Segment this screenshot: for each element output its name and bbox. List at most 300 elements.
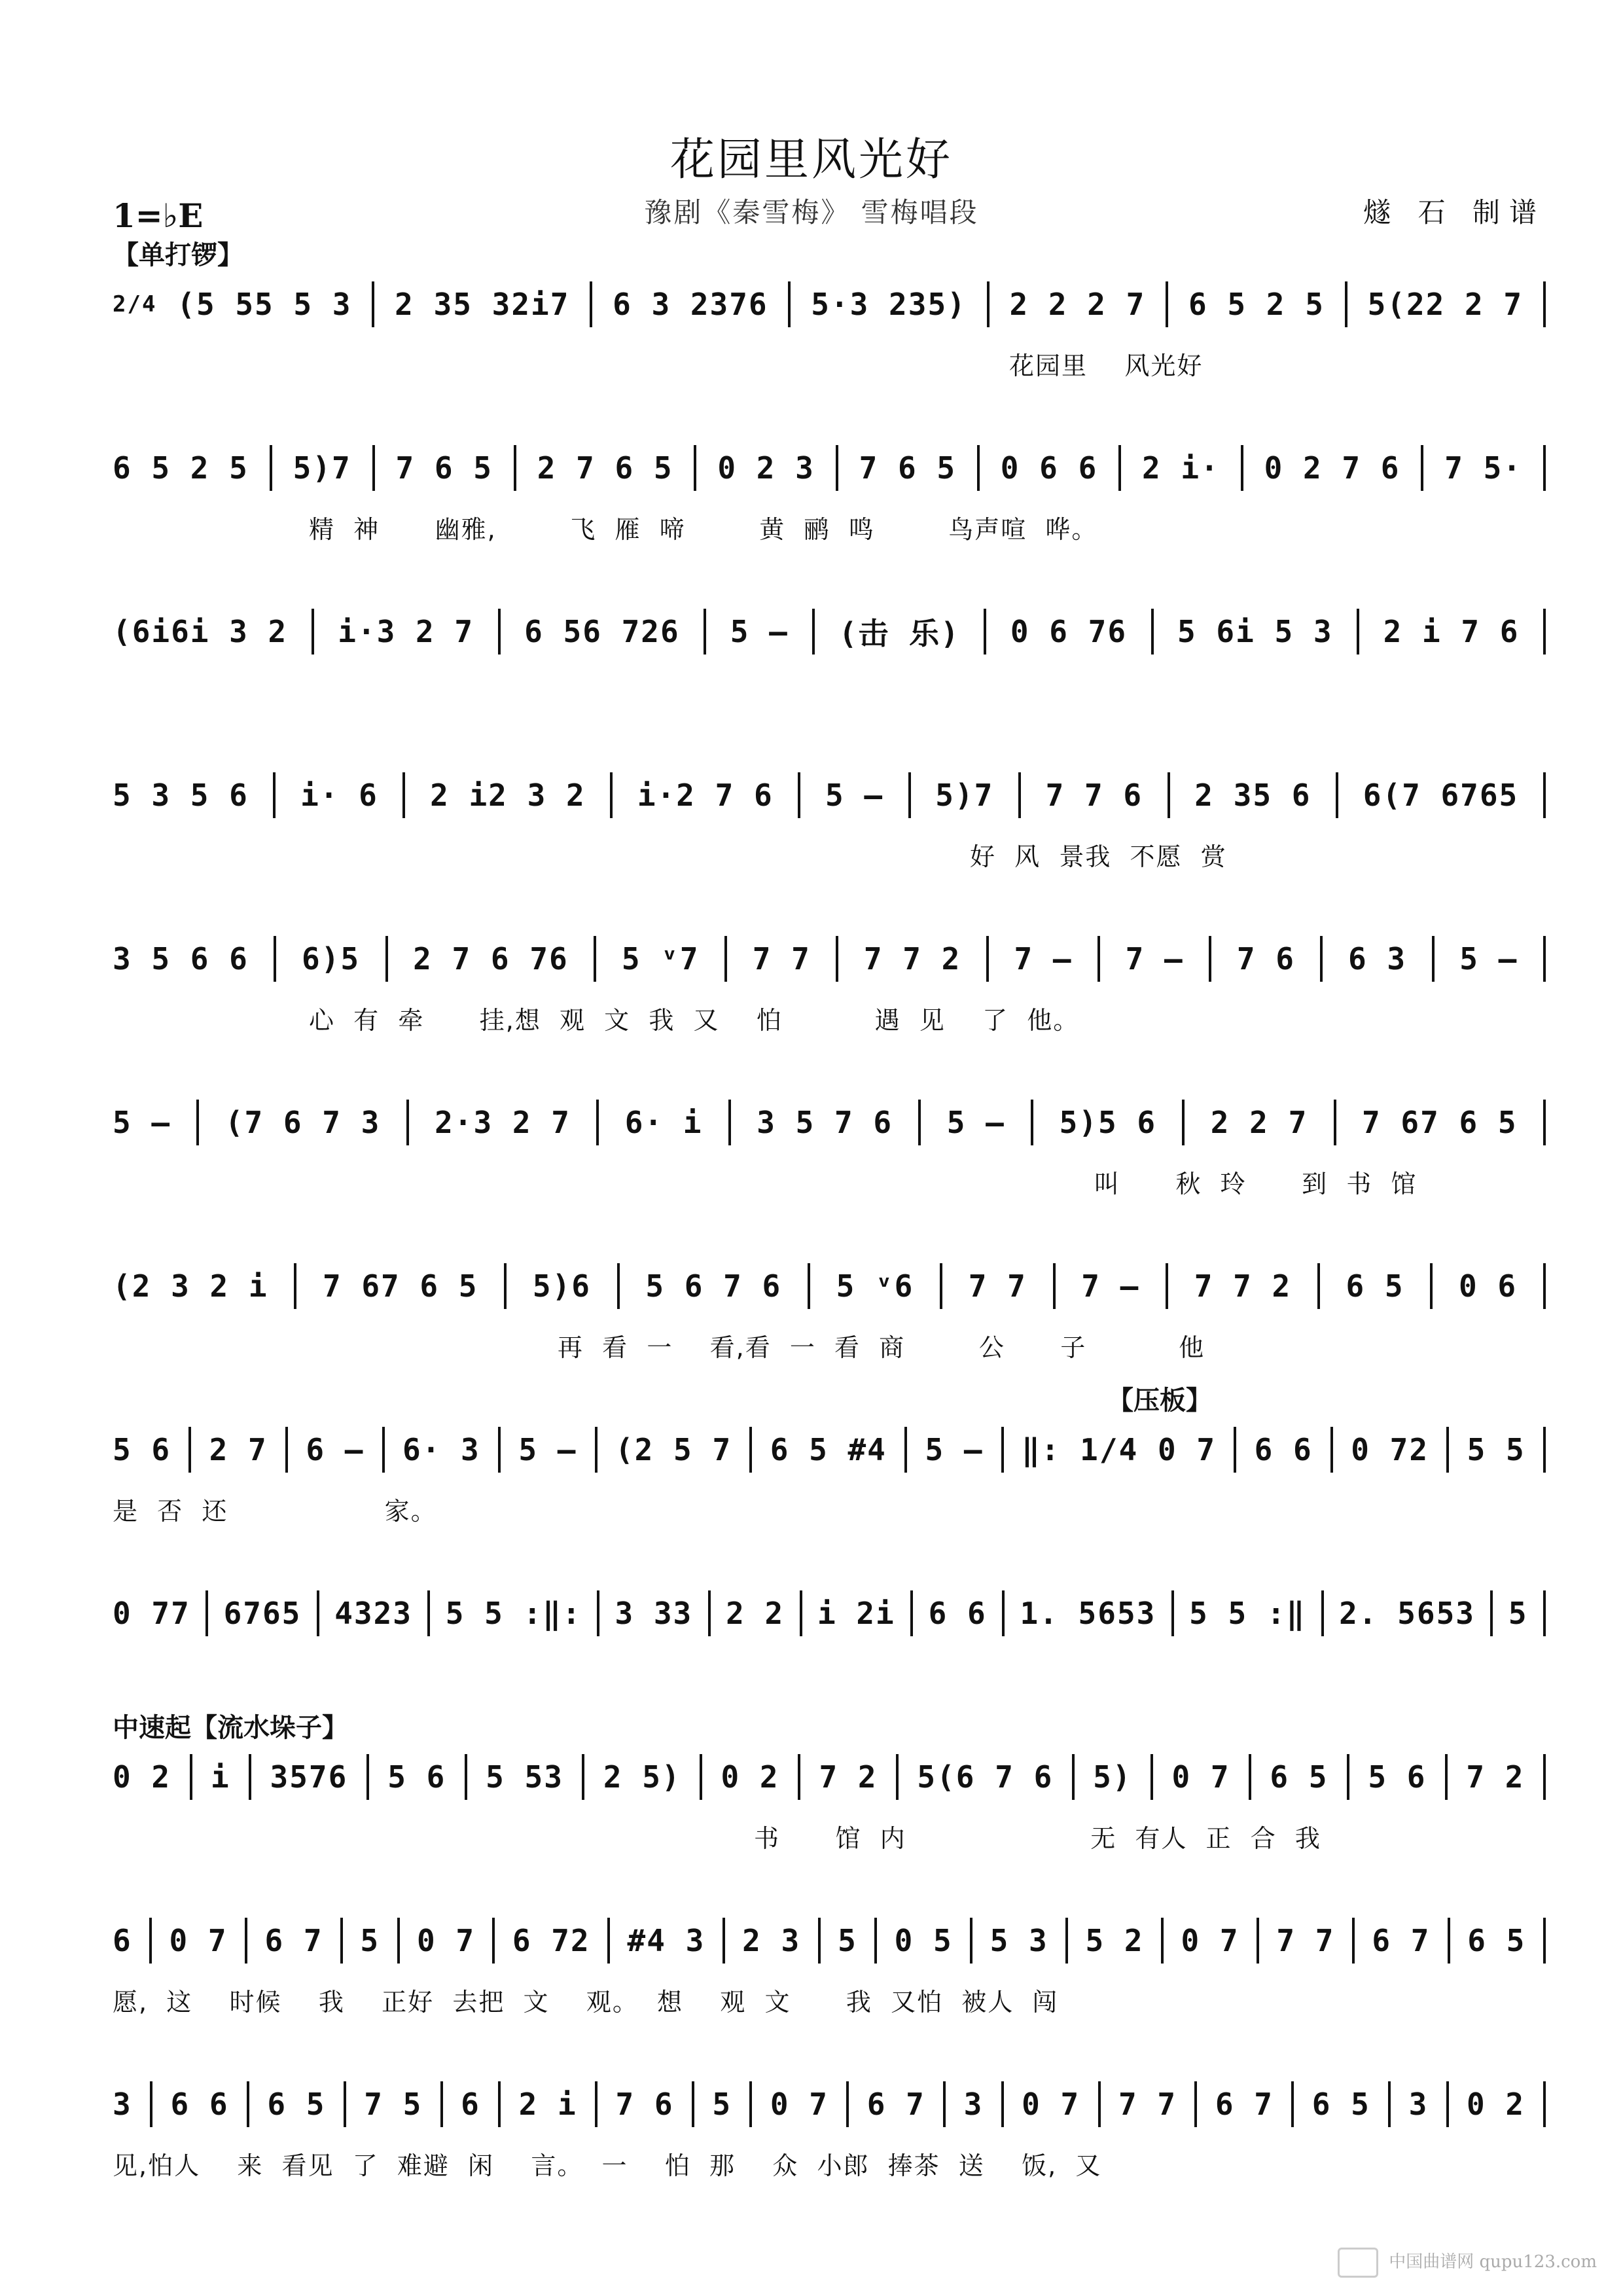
measure: 7 7 [1118, 2087, 1177, 2122]
bar-line [149, 1918, 152, 1964]
song-subtitle: 豫剧《秦雪梅》 雪梅唱段 [644, 196, 979, 228]
bar-line [798, 772, 800, 818]
bar-line [397, 1918, 400, 1964]
lyrics-text: 花园里 风光好 [1009, 351, 1204, 380]
bar-line [1151, 609, 1154, 655]
bar-line [595, 1427, 597, 1473]
bar-line [582, 1754, 584, 1800]
bar-line [1097, 936, 1100, 982]
measure: 0 6 76 [1010, 614, 1128, 649]
measure: 5(22 2 7 [1367, 287, 1524, 322]
measure: 6 6 [1254, 1432, 1313, 1467]
bar-line [692, 2081, 694, 2127]
bar-line [1166, 281, 1168, 327]
measure: 0 2 [113, 1759, 171, 1795]
bar-line [694, 445, 696, 491]
bar-line [1421, 445, 1423, 491]
measure: 0 2 3 [717, 450, 815, 486]
bar-line [312, 609, 314, 655]
notation-row [113, 1911, 1546, 1970]
bar-line [704, 609, 706, 655]
bar-line [590, 281, 592, 327]
measure: 0 7 [770, 2087, 829, 2122]
bar-line [188, 1427, 191, 1473]
bar-line [1317, 1263, 1320, 1309]
measure: 7 6 [1236, 941, 1295, 977]
bar-line [1001, 1427, 1004, 1473]
measure: 6 7 [264, 1923, 323, 1958]
bar-line [372, 445, 375, 491]
bar-line [270, 445, 272, 491]
lyrics-text: 精 神 幽雅, 飞 雁 啼 黄 鹂 鸣 鸟声喧 哗。 [309, 515, 1098, 544]
measure: (6i6i 3 2 [113, 614, 288, 649]
bar-line [943, 2081, 946, 2127]
bar-line [896, 1754, 899, 1800]
bar-line [492, 1918, 495, 1964]
bar-line [498, 609, 501, 655]
measure: 5)5 6 [1059, 1105, 1157, 1140]
bar-line [249, 1754, 251, 1800]
measure: 5 [712, 2087, 732, 2122]
measure: 6 5 [1467, 1923, 1526, 1958]
bar-line [724, 936, 727, 982]
bar-line [728, 1100, 731, 1145]
measure: 7 6 5 [859, 450, 957, 486]
measure: 0 6 [1459, 1268, 1518, 1304]
bar-line [1241, 445, 1243, 491]
bar-line [427, 1590, 430, 1636]
bar-line [1194, 2081, 1197, 2127]
measure: 7 7 [968, 1268, 1027, 1304]
bar-line [285, 1427, 288, 1473]
measure: 5 5 [1467, 1432, 1525, 1467]
bar-line [800, 1590, 802, 1636]
measure: 2 35 32i7 [395, 287, 570, 322]
notation-row [113, 1257, 1546, 1316]
measure: 5 [1508, 1596, 1528, 1631]
measure: 3 5 7 6 [757, 1105, 893, 1140]
bar-line [1543, 1100, 1546, 1145]
bar-line [1490, 1590, 1493, 1636]
measure: 5 – [113, 1105, 171, 1140]
bar-line [1543, 609, 1546, 655]
bar-line [504, 1263, 507, 1309]
bar-line [1543, 1263, 1546, 1309]
measure: (击 乐) [838, 616, 960, 651]
lyrics-line [113, 1327, 1623, 1363]
bar-line [465, 1754, 467, 1800]
bar-line [514, 445, 516, 491]
measure: 7 67 6 5 [322, 1268, 478, 1304]
bar-line [812, 609, 815, 655]
notation-row [113, 766, 1546, 825]
measure: 7 2 [1466, 1759, 1525, 1795]
bar-line [440, 2081, 443, 2127]
bar-line [1171, 1590, 1174, 1636]
bar-line [1543, 1590, 1546, 1636]
bar-line [1018, 772, 1021, 818]
bar-line [1002, 1590, 1005, 1636]
bar-line [908, 772, 911, 818]
bar-line [1446, 2081, 1449, 2127]
measure: 5 – [825, 778, 884, 813]
bar-line [382, 1427, 385, 1473]
bar-line [904, 1427, 907, 1473]
bar-line [808, 1263, 810, 1309]
bar-line [245, 1918, 247, 1964]
section-marker: 【单打锣】 [113, 240, 243, 270]
section-marker: 【压板】 [1107, 1386, 1212, 1416]
bar-line [722, 1918, 725, 1964]
measure: 5 – [946, 1105, 1005, 1140]
measure: #4 3 [627, 1923, 705, 1958]
lyrics-text: 叫 秋 玲 到 书 馆 [1094, 1170, 1418, 1198]
measure: 7 – [1081, 1268, 1140, 1304]
bar-line [1543, 1754, 1546, 1800]
measure: 6 5 #4 [770, 1432, 887, 1467]
measure: 3576 [270, 1759, 348, 1795]
bar-line [788, 281, 791, 327]
measure: 7 7 [752, 941, 811, 977]
measure: 3 [113, 2087, 132, 2122]
measure: 0 2 7 6 [1264, 450, 1400, 486]
measure: 2 2 2 7 [1009, 287, 1146, 322]
measure: 2 7 6 5 [537, 450, 673, 486]
measure: 5 6 [113, 1432, 171, 1467]
measure: 6 [461, 2087, 480, 2122]
bar-line [1168, 772, 1170, 818]
measure: 5)7 [293, 450, 351, 486]
measure: 5 6 [1368, 1759, 1427, 1795]
bar-line [1430, 1263, 1433, 1309]
measure: 2 3 [742, 1923, 801, 1958]
measure: i·3 2 7 [338, 614, 474, 649]
measure: 2 i2 3 2 [430, 778, 586, 813]
measure: 7 – [1125, 941, 1184, 977]
measure: 5 5 :‖: [445, 1596, 582, 1631]
lyrics-line [113, 2145, 1546, 2181]
measure: i· 6 [300, 778, 378, 813]
measure: 0 7 [1022, 2087, 1080, 2122]
measure: 2 i 7 6 [1383, 614, 1520, 649]
measure: 6 7 [1372, 1923, 1431, 1958]
measure: 6 – [306, 1432, 365, 1467]
bar-line [1209, 936, 1211, 982]
measure: 5) [1093, 1759, 1132, 1795]
measure: i·2 7 6 [637, 778, 774, 813]
notation-row [113, 929, 1546, 988]
measure: 7 7 6 [1045, 778, 1143, 813]
bar-line [274, 936, 276, 982]
bar-line [1543, 1427, 1546, 1473]
lyrics-text: 见,怕人 来 看见 了 难避 闲 言。 一 怕 那 众 小郎 捧茶 送 饭, 又 [113, 2151, 1102, 2180]
measure: (7 6 7 3 [224, 1105, 381, 1140]
measure: 5 2 [1085, 1923, 1144, 1958]
measure: 2 i [518, 2087, 577, 2122]
bar-line [597, 1590, 599, 1636]
bar-line [372, 281, 374, 327]
measure: 7 5· [1444, 450, 1522, 486]
bar-line [1334, 1100, 1336, 1145]
lyrics-text: 愿, 这 时候 我 正好 去把 文 观。 想 观 文 我 又怕 被人 闯 [113, 1988, 1059, 2017]
section-marker: 中速起【流水垛子】 [113, 1713, 348, 1743]
measure: 3 33 [615, 1596, 693, 1631]
measure: 0 2 [1467, 2087, 1525, 2122]
measure: 5 6i 5 3 [1177, 614, 1333, 649]
measure: 7 5 [364, 2087, 423, 2122]
bar-line [1543, 2081, 1546, 2127]
bar-line [1347, 1754, 1349, 1800]
bar-line [987, 281, 990, 327]
measure: 7 2 [819, 1759, 878, 1795]
measure: 0 6 6 [1000, 450, 1098, 486]
measure: 6 5 [1311, 2087, 1370, 2122]
lyrics-line [113, 1000, 1623, 1036]
measure: 6(7 6765 [1363, 778, 1519, 813]
notation-row [113, 1420, 1546, 1479]
bar-line [1330, 1427, 1333, 1473]
measure: 5 ᵛ7 [621, 941, 700, 977]
bar-line [247, 2081, 249, 2127]
bar-line [294, 1263, 296, 1309]
bar-line [1182, 1100, 1185, 1145]
measure: 6765 [223, 1596, 302, 1631]
measure: 4323 [334, 1596, 412, 1631]
bar-line [344, 2081, 346, 2127]
bar-line [798, 1754, 800, 1800]
measure: 5(6 7 6 [917, 1759, 1054, 1795]
bar-line [196, 1100, 199, 1145]
measure: 5 6 [387, 1759, 446, 1795]
measure: 0 72 [1351, 1432, 1429, 1467]
bar-line [1234, 1427, 1236, 1473]
bar-line [910, 1590, 913, 1636]
measure: 5 53 [486, 1759, 563, 1795]
measure: 2 7 6 76 [413, 941, 569, 977]
measure: 2. 5653 [1339, 1596, 1476, 1631]
bar-line [205, 1590, 208, 1636]
measure: 0 7 [1181, 1923, 1240, 1958]
measure: 6 6 [928, 1596, 987, 1631]
measure: 0 7 [169, 1923, 228, 1958]
bar-line [402, 772, 405, 818]
lyrics-text: 心 有 牵 挂,想 观 文 我 又 怕 遇 见 了 他。 [309, 1006, 1080, 1035]
bar-line [1432, 936, 1435, 982]
bar-line [1352, 1918, 1355, 1964]
notation-row [113, 602, 1546, 661]
measure: 3 5 6 6 [113, 941, 249, 977]
measure: 2 5) [603, 1759, 681, 1795]
bar-line [700, 1754, 702, 1800]
bar-line [1448, 1918, 1450, 1964]
bar-line [1118, 445, 1121, 491]
measure: 2 i· [1142, 450, 1220, 486]
bar-line [1446, 1427, 1449, 1473]
bar-line [1001, 2081, 1004, 2127]
bar-line [1321, 1590, 1324, 1636]
lyrics-line [113, 836, 1623, 872]
bar-line [1543, 772, 1546, 818]
bar-line [1320, 936, 1323, 982]
lyrics-text: 书 馆 内 无 有人 正 合 我 [754, 1824, 1321, 1853]
measure: 6 6 [170, 2087, 229, 2122]
lyrics-line [113, 509, 1623, 545]
bar-line [1098, 2081, 1101, 2127]
bar-line [1065, 1918, 1068, 1964]
measure: 5 6 7 6 [645, 1268, 782, 1304]
measure: (2 5 7 [615, 1432, 732, 1467]
bar-line [273, 772, 276, 818]
measure: 7 6 [615, 2087, 674, 2122]
notation-row [113, 1584, 1546, 1643]
measure: 5 [838, 1923, 857, 1958]
measure: 6 56 726 [524, 614, 680, 649]
measure: 7 6 5 [395, 450, 493, 486]
measure: i 2i [817, 1596, 895, 1631]
bar-line [406, 1100, 409, 1145]
measure: 6 72 [512, 1923, 590, 1958]
measure: 0 2 [721, 1759, 779, 1795]
measure: 6· 3 [402, 1432, 480, 1467]
measure: 5 – [925, 1432, 984, 1467]
bar-line [984, 609, 986, 655]
measure: 3 [1408, 2087, 1429, 2122]
bar-line [836, 936, 838, 982]
watermark-text: 中国曲谱网 qupu123.com [1389, 2252, 1597, 2272]
bar-line [1166, 1263, 1168, 1309]
bar-line [366, 1754, 369, 1800]
measure: 2 7 [209, 1432, 268, 1467]
measure: 2 2 [726, 1596, 785, 1631]
measure: 7 7 2 [863, 941, 961, 977]
measure: 6 5 [267, 2087, 326, 2122]
bar-line [610, 772, 613, 818]
measure: 2 2 7 [1210, 1105, 1308, 1140]
bar-line [977, 445, 980, 491]
measure: 6 7 [866, 2087, 925, 2122]
bar-line [1161, 1918, 1164, 1964]
measure: 7 – [1014, 941, 1073, 977]
measure: 5·3 235) [811, 287, 967, 322]
measure: (5 55 5 3 [177, 287, 352, 322]
measure: 2 35 6 [1194, 778, 1311, 813]
measure: 1. 5653 [1020, 1596, 1156, 1631]
bar-line [1357, 609, 1359, 655]
lyrics-line [113, 1491, 1546, 1527]
measure: 5)7 [935, 778, 994, 813]
measure: 6)5 [301, 941, 361, 977]
measure: 5 3 5 6 [113, 778, 249, 813]
bar-line [918, 1100, 921, 1145]
measure: 5 [360, 1923, 380, 1958]
bar-line [498, 1427, 501, 1473]
bar-line [874, 1918, 877, 1964]
bar-line [1053, 1263, 1056, 1309]
measure: 0 7 [416, 1923, 476, 1958]
bar-line [1445, 1754, 1448, 1800]
arranger-credit: 燧 石 制谱 [1363, 196, 1546, 228]
bar-line [1150, 1754, 1153, 1800]
bar-line [1249, 1754, 1251, 1800]
measure: 2·3 2 7 [435, 1105, 571, 1140]
bar-line [594, 936, 596, 982]
measure: 6 3 [1348, 941, 1407, 977]
bar-line [749, 1427, 752, 1473]
measure: 5)6 [532, 1268, 591, 1304]
lyrics-line [113, 346, 1623, 382]
bar-line [846, 2081, 849, 2127]
bar-line [940, 1263, 942, 1309]
measure: 0 77 [113, 1596, 190, 1631]
bar-line [1291, 2081, 1294, 2127]
bar-line [836, 445, 838, 491]
measure: 7 67 6 5 [1362, 1105, 1518, 1140]
bar-line [385, 936, 388, 982]
bar-line [1257, 1918, 1259, 1964]
measure: 6 5 [1270, 1759, 1329, 1795]
lyrics-line [113, 1164, 1623, 1200]
measure: 6· i [624, 1105, 703, 1140]
bar-line [708, 1590, 711, 1636]
site-watermark [1338, 2248, 1597, 2278]
bar-line [1543, 1918, 1546, 1964]
measure: 5 ᵛ6 [836, 1268, 914, 1304]
measure: 6 7 [1215, 2087, 1274, 2122]
notation-row [113, 439, 1546, 497]
measure: ‖: 1/4 0 7 [1022, 1432, 1217, 1467]
bar-line [595, 2081, 597, 2127]
measure: 5 – [518, 1432, 577, 1467]
notation-row [113, 2075, 1546, 2134]
bar-line [1345, 281, 1347, 327]
notation-row [113, 1093, 1546, 1152]
measure: 7 7 [1276, 1923, 1335, 1958]
measure: 7 7 2 [1194, 1268, 1292, 1304]
measure: 5 – [1459, 941, 1518, 977]
watermark-logo-icon [1338, 2248, 1378, 2278]
bar-line [190, 1754, 192, 1800]
bar-line [818, 1918, 821, 1964]
bar-line [749, 2081, 752, 2127]
bar-line [1388, 2081, 1391, 2127]
bar-line [1543, 281, 1546, 327]
bar-line [1336, 772, 1338, 818]
measure: 5 5 :‖ [1189, 1596, 1306, 1631]
bar-line [498, 2081, 501, 2127]
bar-line [970, 1918, 972, 1964]
lyrics-text: 好 风 景我 不愿 赏 [970, 842, 1227, 871]
bar-line [617, 1263, 620, 1309]
bar-line [1543, 936, 1546, 982]
measure: 5 – [730, 614, 789, 649]
lyrics-line [113, 1818, 1623, 1854]
measure: 6 5 2 5 [113, 450, 249, 486]
measure: 6 3 2376 [613, 287, 768, 322]
bar-line [317, 1590, 319, 1636]
bar-line [607, 1918, 610, 1964]
measure: 3 [963, 2087, 984, 2122]
measure: 6 5 2 5 [1188, 287, 1325, 322]
bar-line [1543, 445, 1546, 491]
bar-line [1072, 1754, 1075, 1800]
lyrics-text: 再 看 一 看,看 一 看 商 公 子 他 [558, 1333, 1205, 1362]
measure: 0 5 [894, 1923, 953, 1958]
lyrics-text: 是 否 还 家。 [113, 1497, 437, 1526]
song-title: 花园里风光好 [669, 134, 953, 186]
bar-line [340, 1918, 343, 1964]
bar-line [150, 2081, 152, 2127]
notation-row [113, 1748, 1546, 1806]
